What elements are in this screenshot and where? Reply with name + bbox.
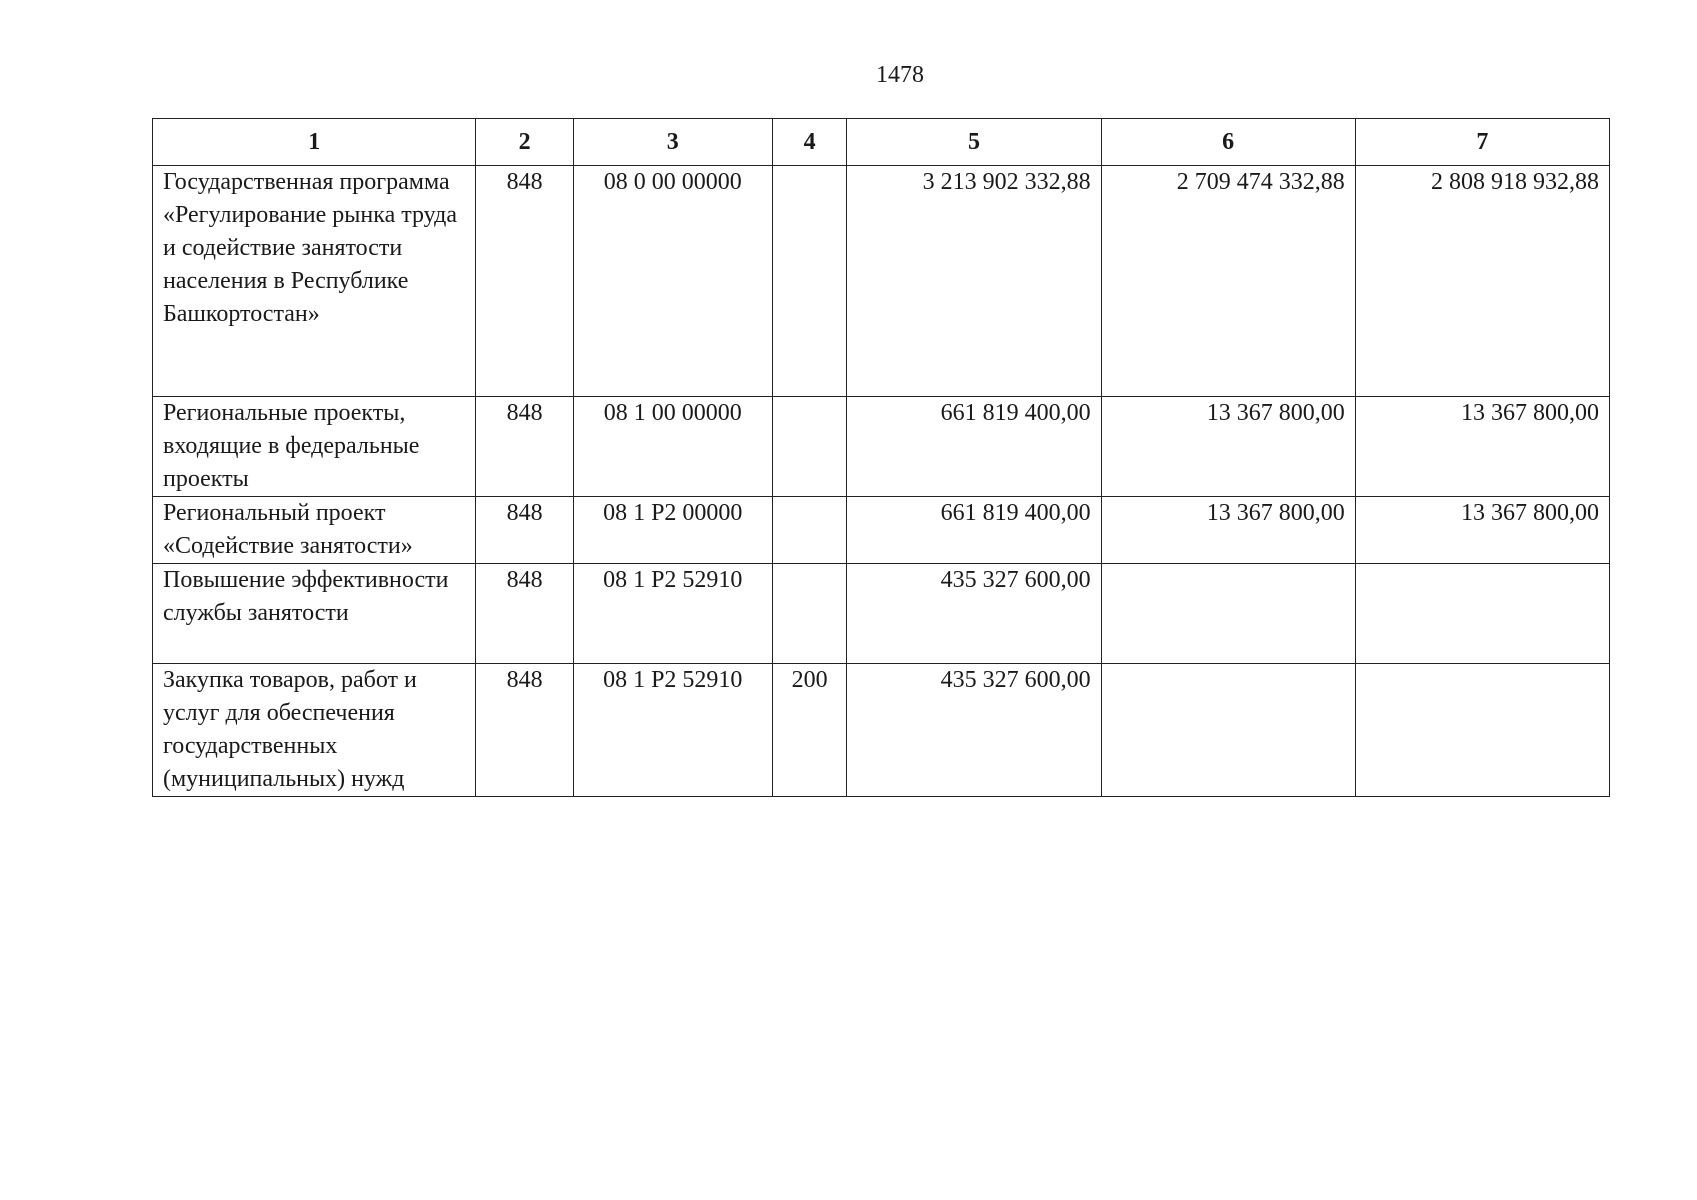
row-target-article: 08 0 00 00000 — [573, 166, 772, 397]
header-row — [153, 119, 1610, 166]
row-target-article: 08 1 Р2 52910 — [573, 664, 772, 797]
row-amount-year-2 — [1101, 664, 1355, 797]
table-row — [153, 397, 1610, 497]
row-name: Повышение эффективности службы занятости — [153, 564, 476, 664]
column-header-2: 2 — [476, 119, 573, 166]
row-admin-code: 848 — [476, 166, 573, 397]
column-header-7: 7 — [1355, 119, 1609, 166]
row-target-article: 08 1 Р2 52910 — [573, 564, 772, 664]
budget-table — [152, 118, 1610, 797]
column-header-6: 6 — [1101, 119, 1355, 166]
row-amount-year-1: 661 819 400,00 — [847, 497, 1101, 564]
row-expense-type — [772, 497, 847, 564]
row-amount-year-1: 661 819 400,00 — [847, 397, 1101, 497]
column-header-1: 1 — [153, 119, 476, 166]
row-admin-code: 848 — [476, 497, 573, 564]
row-amount-year-3: 13 367 800,00 — [1355, 497, 1609, 564]
row-amount-year-2: 13 367 800,00 — [1101, 397, 1355, 497]
row-amount-year-2 — [1101, 564, 1355, 664]
row-amount-year-3 — [1355, 564, 1609, 664]
row-target-article: 08 1 00 00000 — [573, 397, 772, 497]
row-expense-type — [772, 564, 847, 664]
row-amount-year-3 — [1355, 664, 1609, 797]
row-name: Региональный проект «Содействие занятости» — [153, 497, 476, 564]
column-header-4: 4 — [772, 119, 847, 166]
row-expense-type — [772, 166, 847, 397]
row-amount-year-3: 13 367 800,00 — [1355, 397, 1609, 497]
row-amount-year-1: 435 327 600,00 — [847, 564, 1101, 664]
row-amount-year-1: 3 213 902 332,88 — [847, 166, 1101, 397]
column-header-5: 5 — [847, 119, 1101, 166]
row-amount-year-2: 13 367 800,00 — [1101, 497, 1355, 564]
row-expense-type: 200 — [772, 664, 847, 797]
row-name: Закупка товаров, работ и услуг для обеспечения государственных (муниципальных) нужд — [153, 664, 476, 797]
row-admin-code: 848 — [476, 564, 573, 664]
row-name: Региональные проекты, входящие в федеральные проекты — [153, 397, 476, 497]
row-amount-year-3: 2 808 918 932,88 — [1355, 166, 1609, 397]
row-expense-type — [772, 397, 847, 497]
table-row — [153, 497, 1610, 564]
table-row — [153, 564, 1610, 664]
row-name: Государственная программа «Регулирование рынка труда и содействие занятости населения в Республике Башкортостан» — [153, 166, 476, 397]
row-admin-code: 848 — [476, 664, 573, 797]
page-number: 1478 — [876, 62, 924, 88]
row-target-article: 08 1 Р2 00000 — [573, 497, 772, 564]
column-header-3: 3 — [573, 119, 772, 166]
row-admin-code: 848 — [476, 397, 573, 497]
table-row — [153, 166, 1610, 397]
table-row — [153, 664, 1610, 797]
row-amount-year-1: 435 327 600,00 — [847, 664, 1101, 797]
row-amount-year-2: 2 709 474 332,88 — [1101, 166, 1355, 397]
